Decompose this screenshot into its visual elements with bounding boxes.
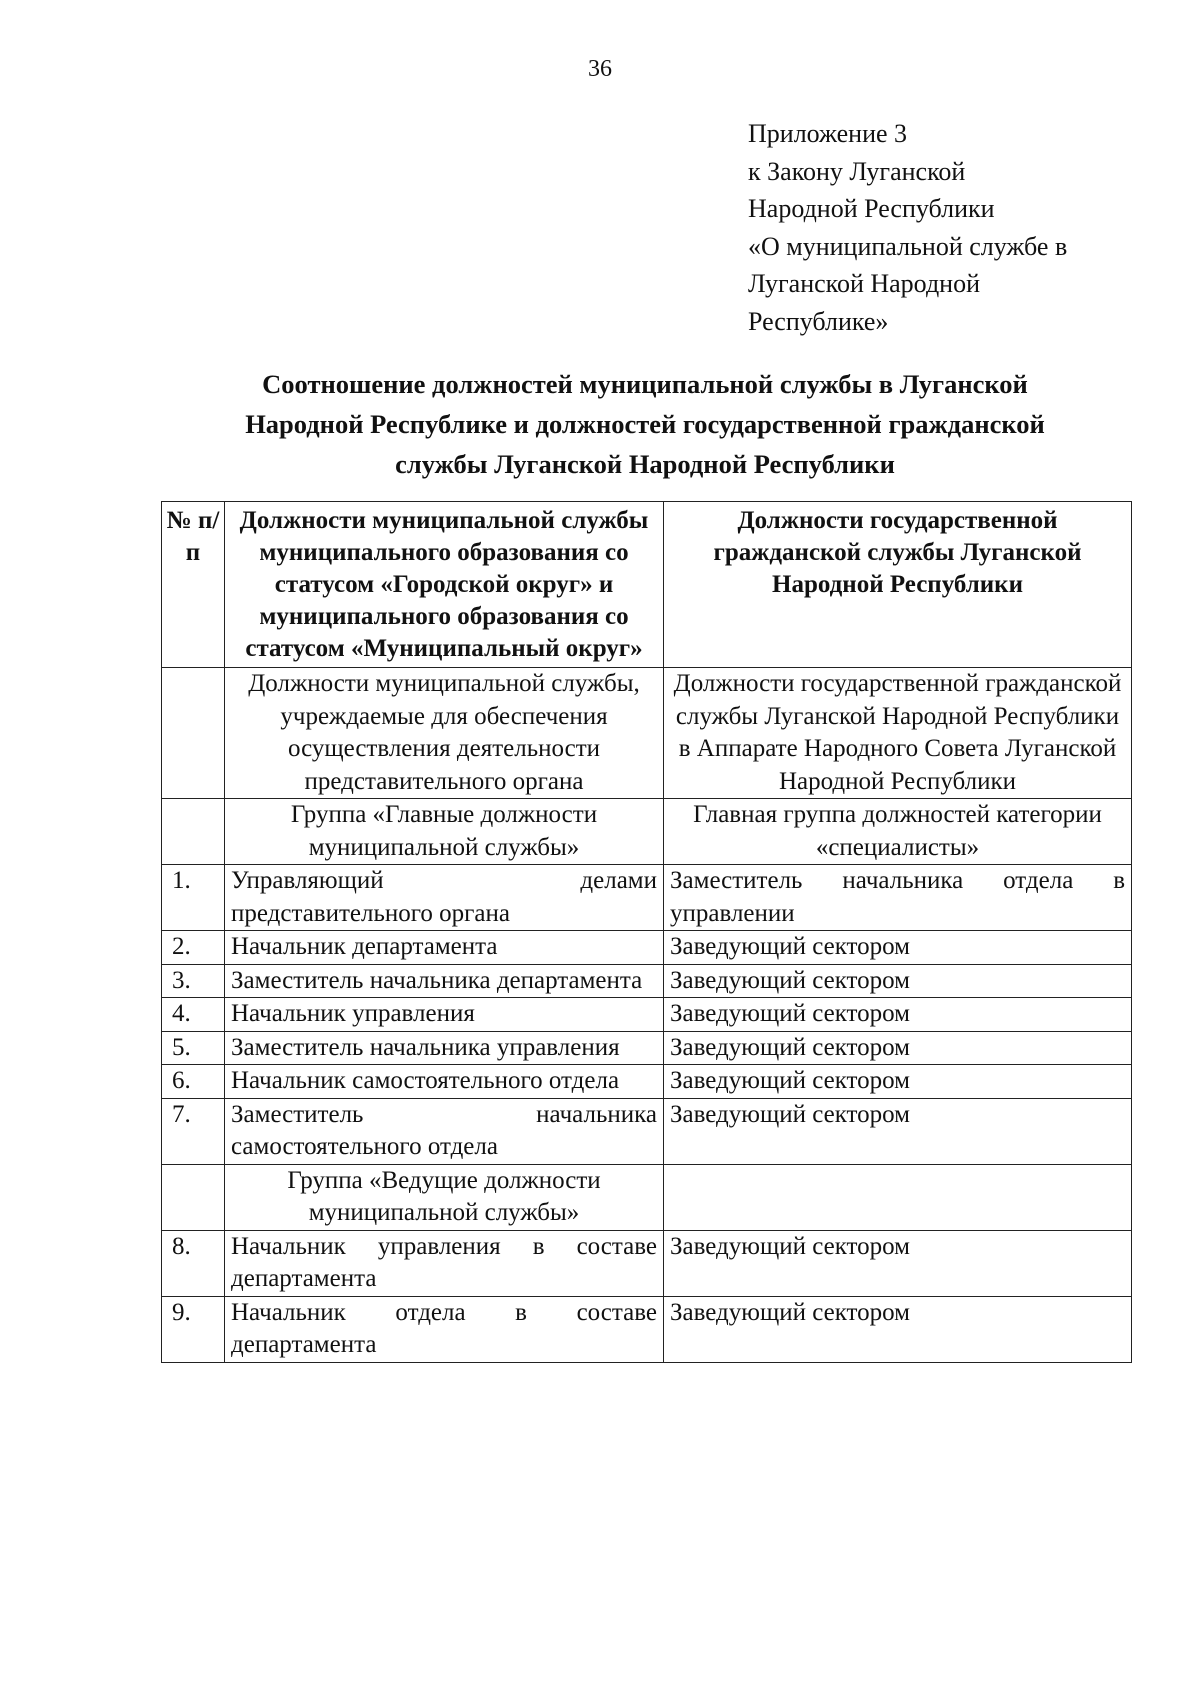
row-num: 9. xyxy=(162,1296,225,1362)
document-title xyxy=(150,364,1140,484)
group-num-cell xyxy=(162,1164,225,1230)
section-row xyxy=(162,668,1132,799)
table-row xyxy=(162,1065,1132,1099)
row-municipal: Заместитель начальника управления xyxy=(225,1031,664,1065)
row-state: Заведующий сектором xyxy=(664,1098,1132,1164)
row-municipal: Заместитель начальника самостоятельного отдела xyxy=(225,1098,664,1164)
table-row xyxy=(162,1031,1132,1065)
group-row xyxy=(162,1164,1132,1230)
positions-table xyxy=(161,501,1132,1363)
row-municipal: Управляющий делами представительного органа xyxy=(225,865,664,931)
row-state: Заведующий сектором xyxy=(664,1065,1132,1099)
row-state: Заведующий сектором xyxy=(664,1031,1132,1065)
row-num: 6. xyxy=(162,1065,225,1099)
row-num: 2. xyxy=(162,931,225,965)
appendix-line: Луганской Народной xyxy=(748,269,980,298)
table-header-row xyxy=(162,502,1132,668)
header-state: Должности государственной гражданской службы Луганской Народной Республики xyxy=(664,502,1132,668)
section-num-cell xyxy=(162,668,225,799)
header-municipal: Должности муниципальной службы муниципального образования со статусом «Городской округ» и муниципального образования со статусом «Муниципальный округ» xyxy=(225,502,664,668)
row-municipal: Заместитель начальника департамента xyxy=(225,964,664,998)
group-municipal: Группа «Главные должности муниципальной службы» xyxy=(225,799,664,865)
row-num: 1. xyxy=(162,865,225,931)
appendix-note xyxy=(748,115,1067,340)
row-municipal: Начальник самостоятельного отдела xyxy=(225,1065,664,1099)
table-row xyxy=(162,865,1132,931)
row-municipal: Начальник отдела в составе департамента xyxy=(225,1296,664,1362)
row-state: Заведующий сектором xyxy=(664,964,1132,998)
row-municipal: Начальник управления xyxy=(225,998,664,1032)
table-row xyxy=(162,998,1132,1032)
row-state: Заведующий сектором xyxy=(664,931,1132,965)
page-number: 36 xyxy=(588,56,612,82)
row-state: Заведующий сектором xyxy=(664,1296,1132,1362)
group-row xyxy=(162,799,1132,865)
group-num-cell xyxy=(162,799,225,865)
row-municipal: Начальник управления в составе департамента xyxy=(225,1230,664,1296)
row-municipal: Начальник департамента xyxy=(225,931,664,965)
row-state: Заведующий сектором xyxy=(664,1230,1132,1296)
section-state: Должности государственной гражданской службы Луганской Народной Республики в Аппарате Народного Совета Луганской Народной Республики xyxy=(664,668,1132,799)
table-row xyxy=(162,1230,1132,1296)
group-state: Главная группа должностей категории «специалисты» xyxy=(664,799,1132,865)
group-municipal: Группа «Ведущие должности муниципальной службы» xyxy=(225,1164,664,1230)
row-num: 5. xyxy=(162,1031,225,1065)
section-municipal: Должности муниципальной службы, учреждаемые для обеспечения осуществления деятельности представительного органа xyxy=(225,668,664,799)
title-line: службы Луганской Народной Республики xyxy=(395,449,895,479)
row-num: 3. xyxy=(162,964,225,998)
title-line: Соотношение должностей муниципальной службы в Луганской xyxy=(262,369,1028,399)
appendix-line: «О муниципальной службе в xyxy=(748,231,1068,261)
title-line: Народной Республике и должностей государственной гражданской xyxy=(245,409,1045,439)
row-state: Заведующий сектором xyxy=(664,998,1132,1032)
row-state: Заместитель начальника отдела в управлении xyxy=(664,865,1132,931)
table-row xyxy=(162,1098,1132,1164)
table-row xyxy=(162,931,1132,965)
table-row xyxy=(162,964,1132,998)
appendix-line: Народной Республики xyxy=(748,194,995,223)
table-row xyxy=(162,1296,1132,1362)
row-num: 4. xyxy=(162,998,225,1032)
row-num: 8. xyxy=(162,1230,225,1296)
group-state xyxy=(664,1164,1132,1230)
appendix-line: Республике» xyxy=(748,306,889,336)
appendix-line: Приложение 3 xyxy=(748,119,908,148)
header-num: № п/п xyxy=(162,502,225,668)
row-num: 7. xyxy=(162,1098,225,1164)
appendix-line: к Закону Луганской xyxy=(748,156,966,186)
